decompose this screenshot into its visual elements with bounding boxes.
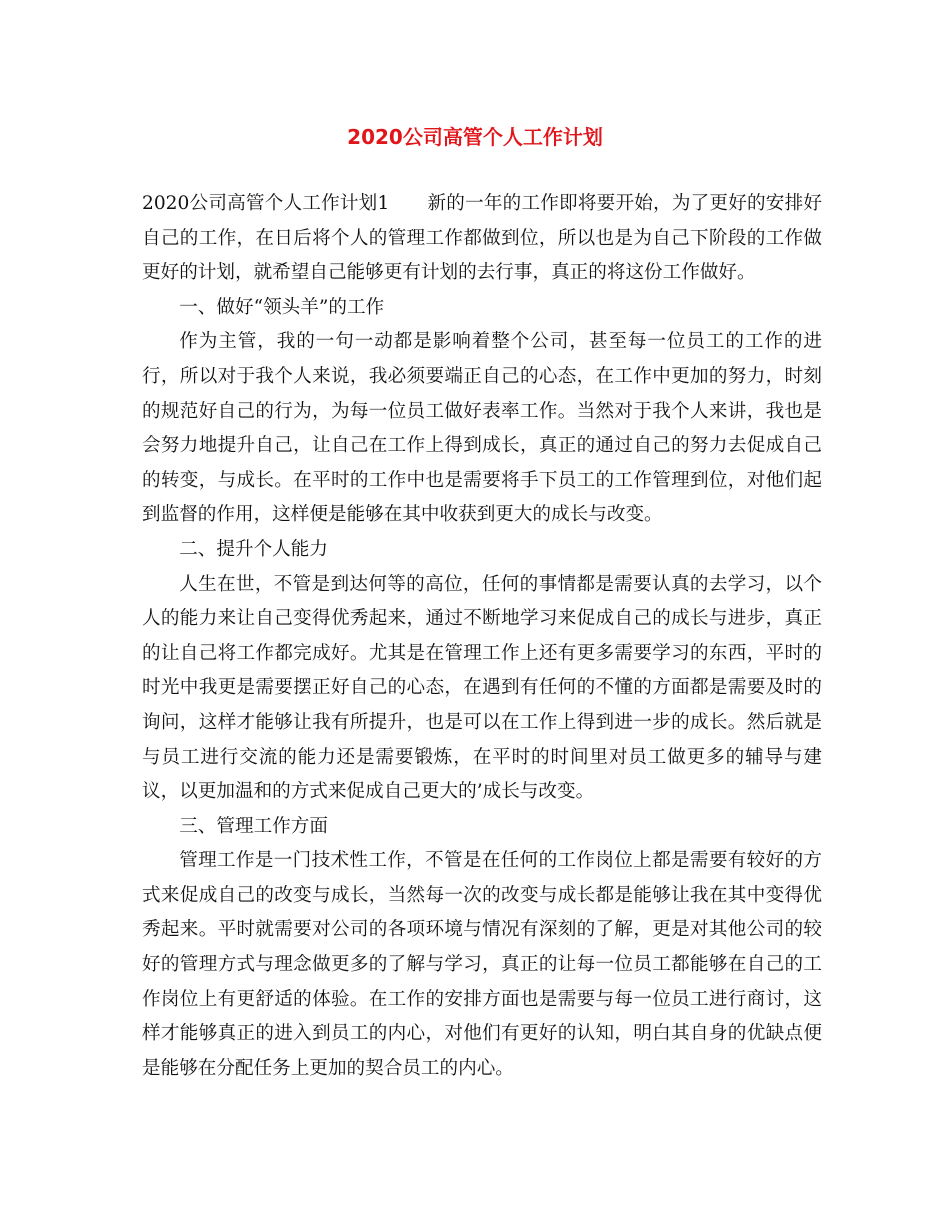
section-heading-2: 二、提升个人能力 xyxy=(179,538,328,560)
document-title: 2020公司高管个人工作计划 xyxy=(347,125,603,149)
intro-paragraph xyxy=(142,187,822,291)
section-heading-1: 一、做好“领头羊”的工作 xyxy=(179,296,385,318)
section-paragraph-3: 管理工作是一门技术性工作，不管是在任何的工作岗位上都是需要有较好的方式来促成自己的改变与成长，当然每一次的改变与成长都是能够让我在其中变得优秀起来。平时就需要对公司的各项环境与情况有深刻的了解，更是对其他公司的较好的管理方式与理念做更多的了解与学习，真正的让每一位员工都能够在自己的工作岗位上有更舒适的体验。在工作的安排方面也是需要与每一位员工进行商讨，这样才能够真正的进入到员工的内心，对他们有更好的认知，明白其自身的优缺点便是能够在分配任务上更加的契合员工的内心。 xyxy=(142,850,822,1079)
intro-lead: 2020公司高管个人工作计划1 xyxy=(142,193,390,214)
document-body xyxy=(142,187,822,1086)
section-paragraph-1: 作为主管，我的一句一动都是影响着整个公司，甚至每一位员工的工作的进行，所以对于我个人来说，我必须要端正自己的心态，在工作中更加的努力，时刻的规范好自己的行为，为每一位员工做好表率工作。当然对于我个人来讲，我也是会努力地提升自己，让自己在工作上得到成长，真正的通过自己的努力去促成自己的转变，与成长。在平时的工作中也是需要将手下员工的工作管理到位，对他们起到监督的作用，这样便是能够在其中收获到更大的成长与改变。 xyxy=(142,331,822,526)
section-heading-3: 三、管理工作方面 xyxy=(179,815,328,837)
intro-text: 新的一年的工作即将要开始，为了更好的安排好自己的工作，在日后将个人的管理工作都做到位，所以也是为自己下阶段的工作做更好的计划，就希望自己能够更有计划的去行事，真正的将这份工作做好。 xyxy=(142,193,822,284)
section-paragraph-2: 人生在世，不管是到达何等的高位，任何的事情都是需要认真的去学习，以个人的能力来让自己变得优秀起来，通过不断地学习来促成自己的成长与进步，真正的让自己将工作都完成好。尤其是在管理工作上还有更多需要学习的东西，平时的时光中我更是需要摆正好自己的心态，在遇到有任何的不懂的方面都是需要及时的询问，这样才能够让我有所提升，也是可以在工作上得到进一步的成长。然后就是与员工进行交流的能力还是需要锻炼，在平时的时间里对员工做更多的辅导与建议，以更加温和的方式来促成自己更大的’成长与改变。 xyxy=(142,573,822,803)
